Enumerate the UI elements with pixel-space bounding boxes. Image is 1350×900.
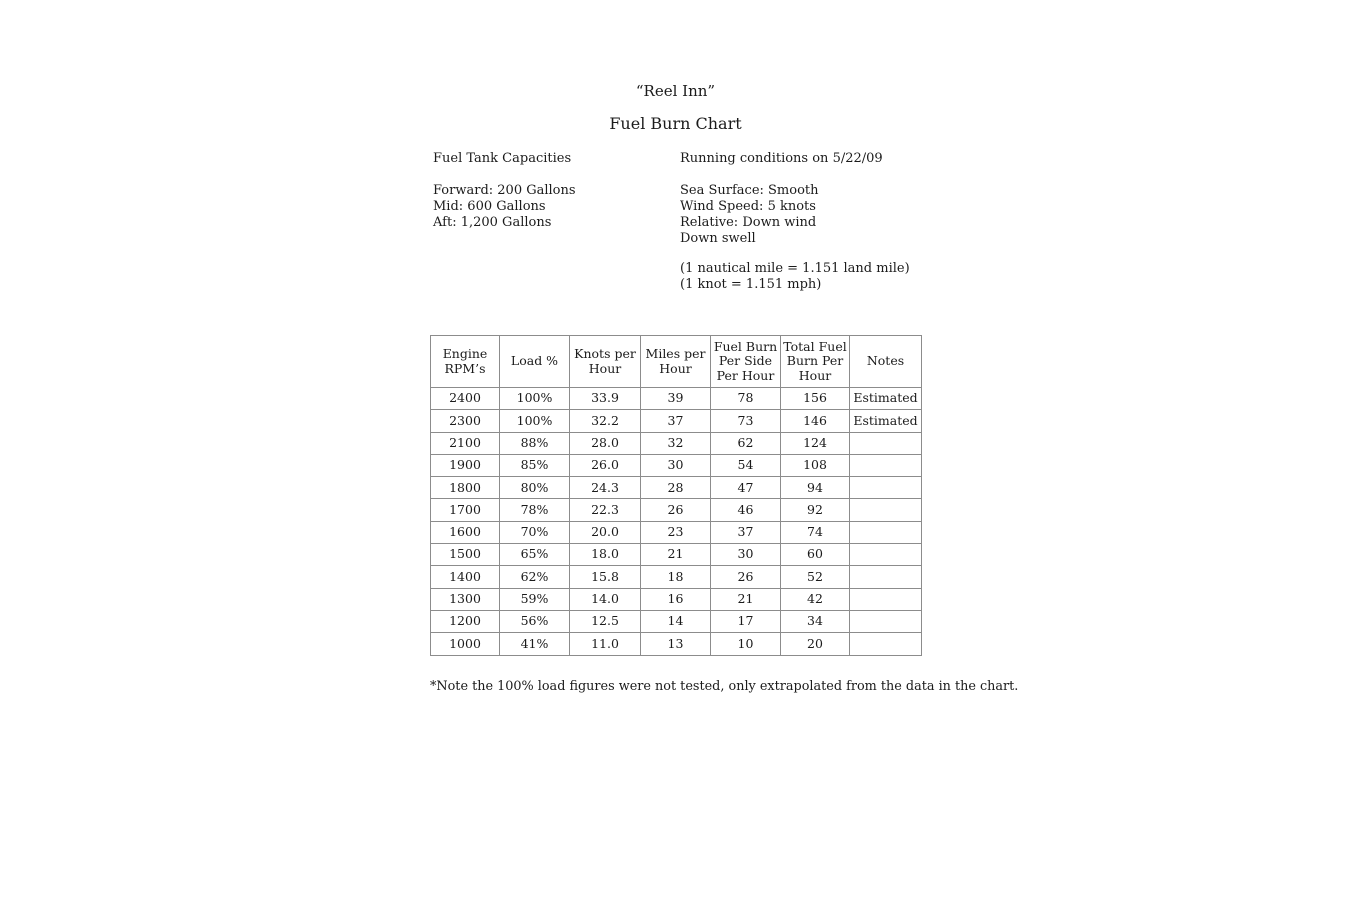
conditions-heading: Running conditions on 5/22/09 xyxy=(680,151,883,166)
fuel-table-body xyxy=(431,388,922,656)
table-cell: 52 xyxy=(781,566,850,588)
table-cell: 28 xyxy=(641,477,711,499)
table-row xyxy=(431,432,922,454)
document-content xyxy=(430,0,1019,900)
running-conditions-section xyxy=(680,151,910,293)
conversion-line: (1 knot = 1.151 mph) xyxy=(680,277,822,292)
table-cell: 28.0 xyxy=(570,432,641,454)
table-cell: 1600 xyxy=(431,521,500,543)
fuel-tank-capacities-section xyxy=(433,151,576,231)
table-cell: 14.0 xyxy=(570,588,641,610)
header-engine-rpms: Engine RPM’s xyxy=(431,336,500,388)
table-cell: 70% xyxy=(500,521,570,543)
table-cell: 24.3 xyxy=(570,477,641,499)
table-cell: 73 xyxy=(711,410,781,432)
table-cell: 23 xyxy=(641,521,711,543)
table-cell: 2400 xyxy=(431,388,500,410)
conditions-line: Down swell xyxy=(680,231,756,246)
header-load-percent: Load % xyxy=(500,336,570,388)
table-cell xyxy=(850,544,922,566)
table-row xyxy=(431,610,922,632)
table-cell: 56% xyxy=(500,610,570,632)
table-cell xyxy=(850,610,922,632)
table-cell: 46 xyxy=(711,499,781,521)
table-row xyxy=(431,499,922,521)
conditions-line: Sea Surface: Smooth xyxy=(680,183,819,198)
fuel-tanks-heading: Fuel Tank Capacities xyxy=(433,151,572,166)
table-cell xyxy=(850,633,922,655)
table-cell: 92 xyxy=(781,499,850,521)
conversion-line: (1 nautical mile = 1.151 land mile) xyxy=(680,261,910,276)
table-cell: 39 xyxy=(641,388,711,410)
table-cell: 26 xyxy=(711,566,781,588)
table-cell: 32 xyxy=(641,432,711,454)
fuel-tanks-line: Aft: 1,200 Gallons xyxy=(433,215,552,230)
table-cell xyxy=(850,588,922,610)
table-cell: 80% xyxy=(500,477,570,499)
table-cell: 1200 xyxy=(431,610,500,632)
table-cell: 1500 xyxy=(431,544,500,566)
table-row xyxy=(431,410,922,432)
table-cell: 124 xyxy=(781,432,850,454)
table-cell: 22.3 xyxy=(570,499,641,521)
table-cell xyxy=(850,477,922,499)
table-cell: 20 xyxy=(781,633,850,655)
table-cell: Estimated xyxy=(850,388,922,410)
table-row xyxy=(431,388,922,410)
table-cell xyxy=(850,432,922,454)
table-cell: 30 xyxy=(711,544,781,566)
unit-conversions xyxy=(680,261,910,293)
table-cell: 1700 xyxy=(431,499,500,521)
fuel-tanks-line: Mid: 600 Gallons xyxy=(433,199,546,214)
table-cell: 94 xyxy=(781,477,850,499)
table-cell: 12.5 xyxy=(570,610,641,632)
table-cell: 54 xyxy=(711,454,781,476)
document-subtitle: Fuel Burn Chart xyxy=(609,114,742,133)
table-cell: 41% xyxy=(500,633,570,655)
header-notes: Notes xyxy=(850,336,922,388)
header-fuel-burn-per-side: Fuel Burn Per Side Per Hour xyxy=(711,336,781,388)
fuel-burn-table xyxy=(430,335,922,656)
table-cell: 30 xyxy=(641,454,711,476)
table-row xyxy=(431,544,922,566)
table-cell: 74 xyxy=(781,521,850,543)
table-cell: 1400 xyxy=(431,566,500,588)
table-cell: 100% xyxy=(500,388,570,410)
table-cell: 108 xyxy=(781,454,850,476)
table-cell: 78 xyxy=(711,388,781,410)
table-cell: 85% xyxy=(500,454,570,476)
table-cell: 16 xyxy=(641,588,711,610)
table-cell: 15.8 xyxy=(570,566,641,588)
table-row xyxy=(431,454,922,476)
table-cell: 13 xyxy=(641,633,711,655)
footnote: *Note the 100% load figures were not tested, only extrapolated from the data in the chart. xyxy=(430,679,1019,694)
fuel-tanks-line: Forward: 200 Gallons xyxy=(433,183,576,198)
table-row xyxy=(431,633,922,655)
table-cell: 17 xyxy=(711,610,781,632)
table-cell: 100% xyxy=(500,410,570,432)
conditions-line: Relative: Down wind xyxy=(680,215,817,230)
table-cell: 32.2 xyxy=(570,410,641,432)
table-cell: 1300 xyxy=(431,588,500,610)
document-title: “Reel Inn” xyxy=(635,82,716,100)
table-cell: 42 xyxy=(781,588,850,610)
table-cell: 21 xyxy=(711,588,781,610)
table-cell: 2300 xyxy=(431,410,500,432)
table-cell: 33.9 xyxy=(570,388,641,410)
table-cell: 37 xyxy=(641,410,711,432)
table-cell: 20.0 xyxy=(570,521,641,543)
conditions-line: Wind Speed: 5 knots xyxy=(680,199,816,214)
table-cell: 34 xyxy=(781,610,850,632)
table-cell: 62% xyxy=(500,566,570,588)
table-cell: 60 xyxy=(781,544,850,566)
table-cell: 21 xyxy=(641,544,711,566)
table-cell: 88% xyxy=(500,432,570,454)
table-row xyxy=(431,477,922,499)
table-cell: 47 xyxy=(711,477,781,499)
table-cell xyxy=(850,566,922,588)
table-row xyxy=(431,566,922,588)
table-cell: 146 xyxy=(781,410,850,432)
table-cell: 26.0 xyxy=(570,454,641,476)
table-row xyxy=(431,521,922,543)
table-cell: 1800 xyxy=(431,477,500,499)
header-knots-per-hour: Knots per Hour xyxy=(570,336,641,388)
table-cell: 156 xyxy=(781,388,850,410)
table-cell: 11.0 xyxy=(570,633,641,655)
table-cell: 10 xyxy=(711,633,781,655)
table-cell xyxy=(850,454,922,476)
table-cell: 1000 xyxy=(431,633,500,655)
table-cell: 65% xyxy=(500,544,570,566)
table-cell xyxy=(850,521,922,543)
table-cell: 78% xyxy=(500,499,570,521)
table-header-row xyxy=(431,336,922,388)
table-cell: Estimated xyxy=(850,410,922,432)
table-row xyxy=(431,588,922,610)
header-total-fuel-burn: Total Fuel Burn Per Hour xyxy=(781,336,850,388)
table-cell: 18.0 xyxy=(570,544,641,566)
table-cell: 14 xyxy=(641,610,711,632)
table-cell xyxy=(850,499,922,521)
table-cell: 59% xyxy=(500,588,570,610)
table-cell: 2100 xyxy=(431,432,500,454)
table-cell: 37 xyxy=(711,521,781,543)
header-miles-per-hour: Miles per Hour xyxy=(641,336,711,388)
table-cell: 62 xyxy=(711,432,781,454)
table-cell: 26 xyxy=(641,499,711,521)
table-cell: 18 xyxy=(641,566,711,588)
table-cell: 1900 xyxy=(431,454,500,476)
